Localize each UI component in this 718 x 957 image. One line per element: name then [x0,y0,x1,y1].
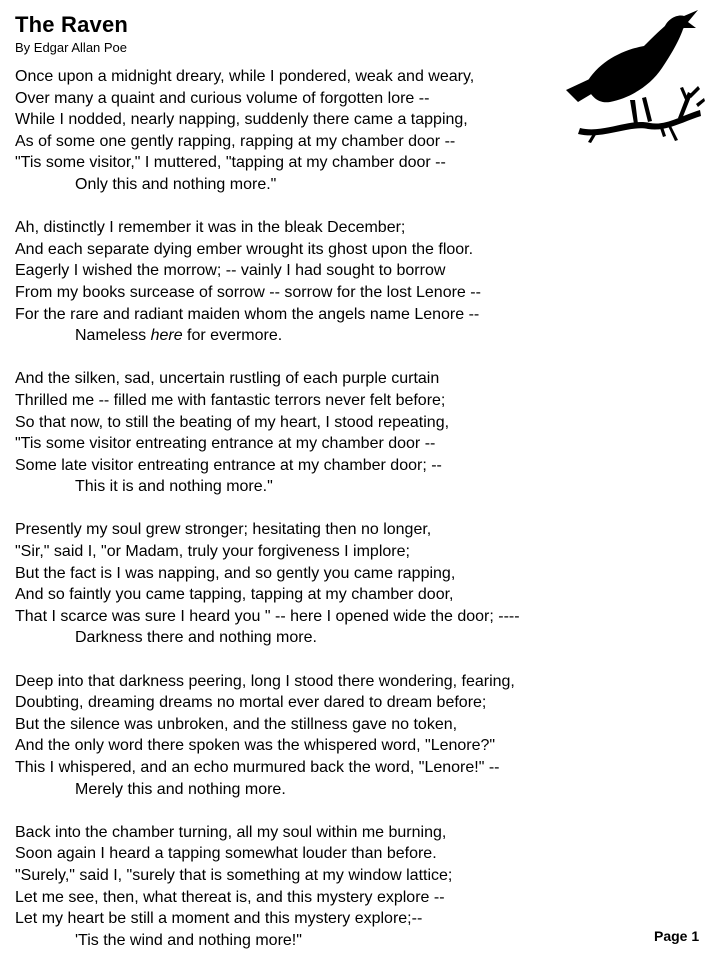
poem-line: Eagerly I wished the morrow; -- vainly I had sought to borrow [15,262,446,280]
poem-line: Let me see, then, what thereat is, and this mystery explore -- [15,888,445,906]
poem-line: And the silken, sad, uncertain rustling of each purple curtain [15,370,440,388]
poem-line: "Sir," said I, "or Madam, truly your forgiveness I implore; [15,543,410,561]
refrain-line: 'Tis the wind and nothing more!" [75,931,302,949]
poem-line: Deep into that darkness peering, long I stood there wondering, fearing, [15,672,515,690]
poem-line: Doubting, dreaming dreams no mortal ever dared to dream before; [15,694,487,712]
poem-line: Thrilled me -- filled me with fantastic terrors never felt before; [15,391,446,409]
poem-line: "Surely," said I, "surely that is something at my window lattice; [15,866,453,884]
refrain-text: Nameless [75,327,151,345]
refrain-text: for evermore. [182,327,283,345]
refrain-line: Only this and nothing more." [75,175,277,193]
stanza [15,368,615,498]
poem-body [15,66,615,951]
stanza [15,671,615,801]
refrain-emphasis: here [150,327,183,345]
poem-line: And the only word there spoken was the whispered word, "Lenore?" [15,737,496,755]
poem-line: From my books surcease of sorrow -- sorrow for the lost Lenore -- [15,283,481,301]
stanza [15,822,615,952]
poem-line: While I nodded, nearly napping, suddenly there came a tapping, [15,111,468,129]
refrain-line [15,325,615,347]
stanza [15,217,615,347]
poem-line: And each separate dying ember wrought its ghost upon the floor. [15,240,474,258]
refrain-line: Darkness there and nothing more. [75,629,317,647]
poem-line: So that now, to still the beating of my heart, I stood repeating, [15,413,450,431]
poem-line: But the fact is I was napping, and so gently you came rapping, [15,564,456,582]
stanza [15,66,615,196]
poem-line: That I scarce was sure I heard you " -- here I opened wide the door; ---- [15,607,520,625]
refrain-line: This it is and nothing more." [75,478,273,496]
poem-line: Presently my soul grew stronger; hesitating then no longer, [15,521,432,539]
poem-line: Back into the chamber turning, all my soul within me burning, [15,823,447,841]
poem-line: For the rare and radiant maiden whom the angels name Lenore -- [15,305,480,323]
page-title: The Raven [15,12,129,37]
poem-line: "Tis some visitor entreating entrance at my chamber door -- [15,435,436,453]
poem-line: But the silence was unbroken, and the stillness gave no token, [15,715,458,733]
refrain-line: Merely this and nothing more. [75,780,286,798]
poem-line: And so faintly you came tapping, tapping at my chamber door, [15,586,454,604]
poem-line: Over many a quaint and curious volume of forgotten lore -- [15,89,430,107]
poem-line: Soon again I heard a tapping somewhat louder than before. [15,845,437,863]
poem-line: Some late visitor entreating entrance at my chamber door; -- [15,456,442,474]
poem-line: Let my heart be still a moment and this mystery explore;-- [15,910,423,928]
poem-line: This I whispered, and an echo murmured back the word, "Lenore!" -- [15,759,500,776]
stanza [15,519,615,649]
poem-line: As of some one gently rapping, rapping at my chamber door -- [15,132,456,150]
poem-line: "Tis some visitor," I muttered, "tapping at my chamber door -- [15,154,446,172]
page-number: Page 1 [654,928,700,944]
author-byline: By Edgar Allan Poe [15,40,128,55]
poem-line: Once upon a midnight dreary, while I pondered, weak and weary, [15,68,475,85]
poem-line: Ah, distinctly I remember it was in the bleak December; [15,219,406,237]
